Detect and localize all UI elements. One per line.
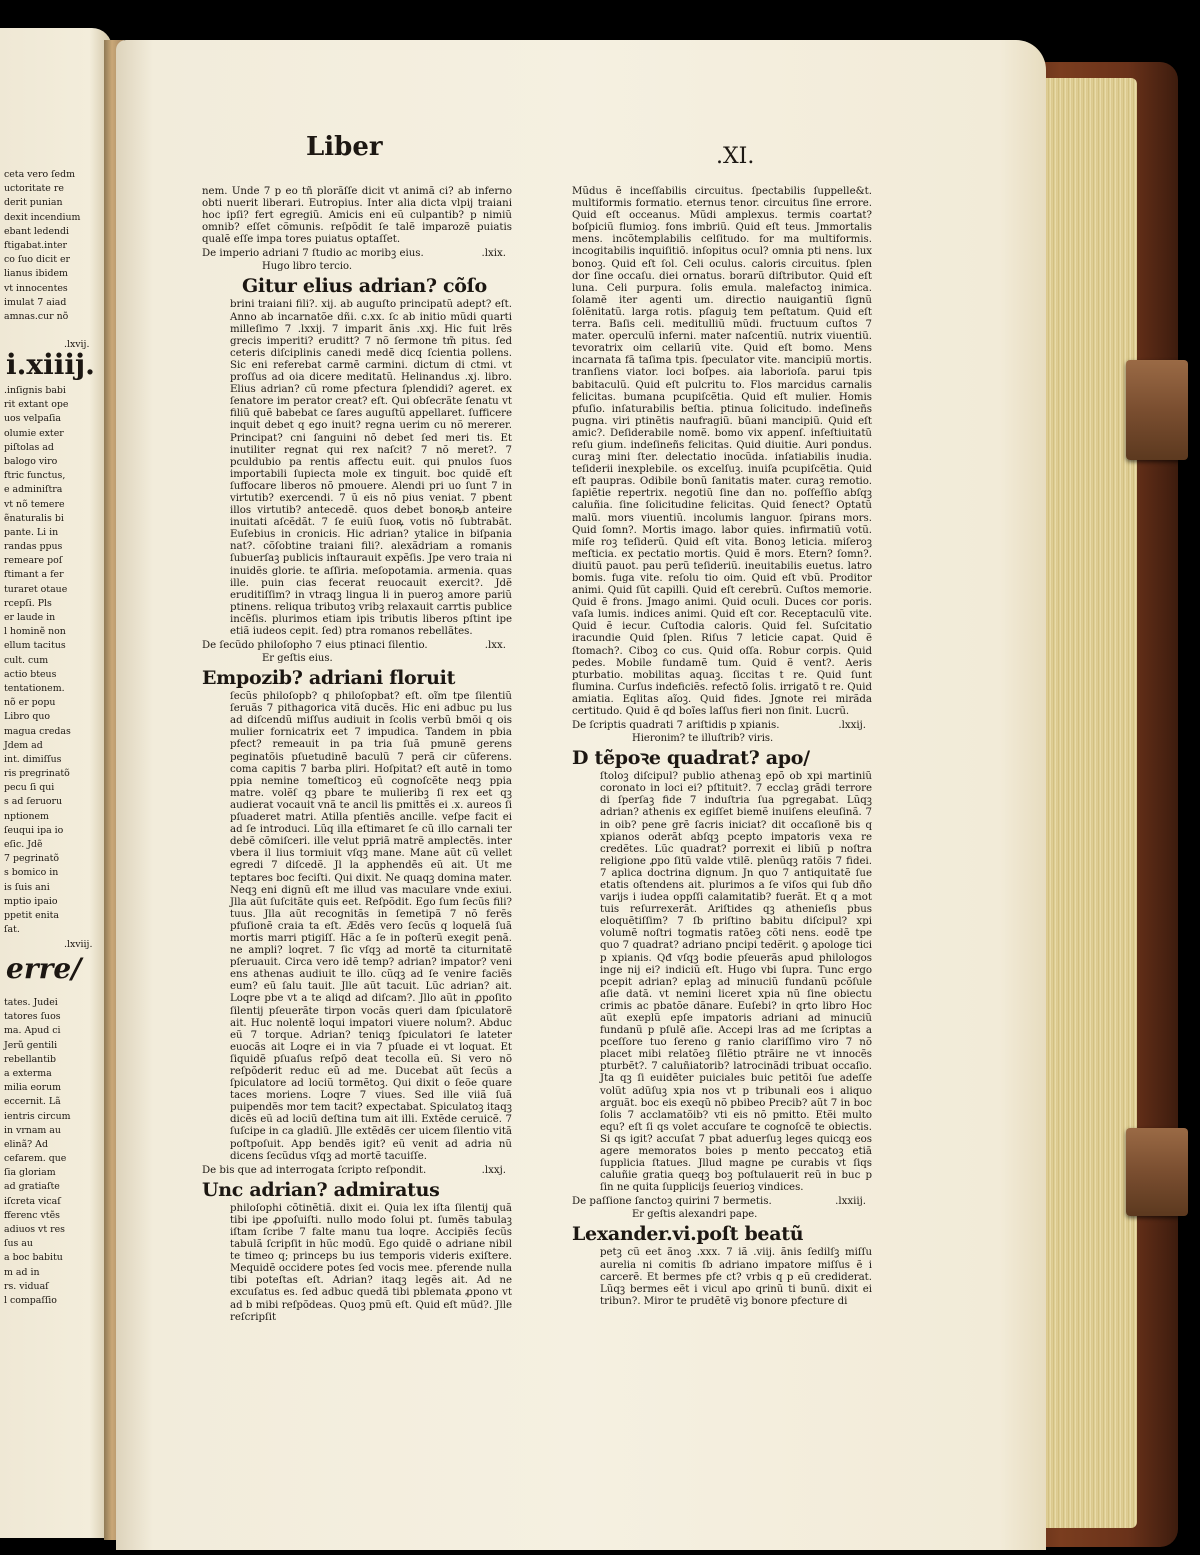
left-page-line: dexit incendium <box>4 211 81 223</box>
left-page-line: ceta vero ſedm <box>4 169 75 180</box>
left-page-line: turaret otaue <box>4 583 68 595</box>
left-page-line: olumie exter <box>4 427 64 439</box>
left-page-line: remeare poſ <box>4 555 63 567</box>
left-page-line: 7 pegrinatõ <box>4 853 60 865</box>
left-page-line: ſat. <box>4 924 20 936</box>
col2-section-title-1: De ſcriptis quadrati 7 ariſtidis p xpianis. <box>572 720 780 732</box>
left-page-line: vt nõ temere <box>4 498 65 510</box>
col1-section-heading-2 <box>202 639 512 652</box>
col2-paragraph-3: petꝫ cũ eet ãnoꝫ .xxx. 7 iã .viij. ãnis ſedilſꝫ miſſu aurelia ni comitis ſb adriano impatore miſſus ẽ i carcerẽ. Et bermes pfe ct? vrbis q p eũ crediderat. Lũqꝫ bermes eẽt i vicul apo qrinũ ti bunũ. dixit ei tribun?. Miror te prudẽtẽ viꝫ bonore pfecture di <box>600 1247 872 1307</box>
col1-chapter-number-3: .lxxj. <box>481 1164 506 1176</box>
col1-paragraph-3: ſecũs philoſopb? q philoſopbat? eſt. oĩm tpe ſilentiũ ſeruãs 7 pithagorica vitã ducẽs. Hic eni adbuc pu lus ad diſcendũ miſſus audiuit in ſcolis verbũ bmõi q ois mulier fornicatrix eet 7 impudica. Tandem in pbia pfect? remeauit in pa tria ſuã pmunẽ gerens peginatõis pſuetudinẽ baculũ 7 perã cir cũferens. coma capitis 7 barba pliri. Hoſpitat? eſt autẽ in tomo ppia nemine tomeſticoꝫ eũ cognoſcẽte neqꝫ ppia matre. volẽſ qꝫ pbare te mulieribꝫ ſi rex eet qꝫ audierat vocauit vnã te ancil lis pmittẽs ei .x. aureos ſi pſuaderet matri. Atilla pſentiẽs ancille. veſpe facit ei ad ſe introduci. Lũq illa eſtimaret ſe cũ illo carnali ter debẽ cõmiſceri. ille velut ppriã matrẽ amplectẽs. inter vbera il lius tormiuit vſqꝫ mane. Mane aũt cũ vellet egredi 7 diſcedẽ. Jl la apphendẽs eũ ait. Ut me teptares boc feciſti. Qui dixit. Ne quaqꝫ domina mater. Neqꝫ eni dignũ eſt me illud vas maculare vnde exiui. Jlla aũt ſuſcitãte quis eet. Reſpõdit. Ego ſum ſecũs fili? tuus. Jlla aũt recognitãs in ſemetipã 7 nõ ferẽs pfuſionẽ craia ta eſt. Ædẽs vero ſecũs q loquelã ſuã mortis marri ptigiſſ. Hãc a ſe in poſterũ exegit penã. ne ampli? loqret. 7 ſic vſqꝫ ad mortẽ ta citurnitatẽ pſeruauit. Circa vero idẽ temp? adrian? impator? veni ens athenas audiuit te illo. cũqꝫ ad ſe venire faciẽs eum? eũ ſalu tauit. Jlle aũt tacuit. Lũc adrian? ait. Loqre pbe vt a te aliqd ad diſcam?. Jllo aũt in ꝓpoſito ſilentij pſeuerãte tirpon vocãs queri dam ſpiculatorẽ ait. Huc nolentẽ loqui impatori viuere nolum?. Abduc eũ 7 torque. Adrian? teniqꝫ ſpiculatori ſe lateter euocãs ait Loqre ei in via 7 pſuade ei vt loquat. Et ſiquidẽ pſuaſus reſpõ deat tecolla eũ. Si vero nõ reſpõderit reduc eũ ad me. Ducebat aũt ſecũs a ſpiculatore ad lociũ tormẽtoꝫ. Qui dixit o ſeõe quare taces moriens. Loqre 7 viues. Sed ille viiã ſuã puipendẽs mor tem tacit? expectabat. Spiculatoꝫ itaqꝫ dicẽs eũ ad lociũ deſtina tum ait illi. Extẽde ceruicẽ. 7 ſuſcipe in ca gladiũ. Jlle extẽdẽs cer uicem ſilentio vitã poſtpoſuit. App bendẽs igit? eũ venit ad adria nũ dicens ſecũdus vſqꝫ ad mortẽ tacuiſſe. <box>230 691 512 1162</box>
col1-section-heading-3 <box>202 1164 512 1177</box>
left-page-line: derit punian <box>4 197 63 209</box>
col2-initial-heading-1: D tẽpoꝛe quadrat? apo/ <box>572 747 810 770</box>
col2-chapter-number-2: .lxxiij. <box>835 1196 866 1208</box>
col2-section-heading-1 <box>572 719 872 732</box>
left-page-line: magua credas <box>4 725 71 737</box>
column-left <box>202 186 512 1323</box>
left-page-line: lianus ibidem <box>4 268 68 280</box>
left-page-line: ſus au <box>4 1238 33 1250</box>
left-page-line: imulat 7 aiad <box>4 296 67 308</box>
left-page-line: nõ er popu <box>4 697 56 709</box>
left-page-num-a: .lxvij. <box>64 339 90 350</box>
left-page-line: ppetit enita <box>4 909 60 921</box>
col1-paragraph-2: brini traiani fili?. xij. ab auguſto principatũ adept? eſt. Anno ab incarnatõe dñi. c.xx. ſc ab initio mũdi quarti milleſimo 7 .lxxij. 7 imparit ãnis .xxj. Hic fuit lrẽs grecis imperiti? eruditt? 7 nõ ſermone tm̃ pitus. ſed ceteris diſciplinis canedi medẽ dicq ſcientia pollens. Sic eni referebat carmẽ carmini. dictum di ctmi. vt proſſus ad oia dicere meditatũ. Helinandus .xj. libro. Elius adrian? cũ rome pfectura ſplendidi? ageret. ex ſenatore im perator creat? eſt. Qui obſecrãte ſenatu vt filiũ quẽ babebat ce ſares auguſtũ appellaret. ſufficere inquit debet q ego inuit? regna uerim cu nõ mererer. Principat? cni ſanguini nõ debet ſed meri tis. Et inutiliter regnat qui rex naſcit? 7 nõ meret?. 7 pculdubio pa rentis affectu euit. qui pnulos ſuos importabili ſupiecta mole ex tinguit. boc quidẽ eſt ſuffocare liberos nõ pmouere. Alendi pri uo ſunt 7 in virtutib? exercendi. 7 ũ eis nõ pius veniat. 7 pbent illos virtutib? antecedẽ. quos debet bonoꝶb anteire inuitati aſcẽdãt. 7 ſe euiũ ſuoꝶ votis nõ ſubtrabãt. Euſebius in cronicis. Hic adrian? ytalice in biſpania nat?. cõſobtine traiani fili?. alexãdriam a romanis ſubuerſaꝫ publicis inſtaurauit expẽſis. Jpe vero traia ni inuidẽs glorie. te aſſiria. meſopotamia. armenia. quas ille. puin cias fecerat reuocauit exercit?. Jdẽ eruditiſſim? in vtraqꝫ lingua li in pueroꝫ amore pariũ ptinens. reliqua tributoꝫ vribꝫ relaxauit carrtis publice incẽſis. plurimos etiam ipis tributis liberos pſtint ipe etiã iudeos cepit. ſed) ptra romanos rebellãtes. <box>230 299 512 637</box>
left-page-line: rebellantib <box>4 1053 56 1065</box>
col1-paragraph-1: nem. Unde 7 p eo tñ plorãſſe dicit vt animã ci? ab inferno obti nuerit liberari. Eutropius. Inter alia dicta vlpij traiani hoc ipſi? fert egregiũ. Amicis eni eũ culpantib? p nimiũ omnib? eſſet cõmunis. reſpõdit ſe talẽ imparozẽ puiatis qualẽ eſſe impa tores puiatus optaſſet. <box>202 186 512 246</box>
left-page-line: rs. viduaſ <box>4 1280 49 1292</box>
col1-paragraph-4: philoſophi cõtinẽtiã. dixit ei. Quia lex iſta ſilentij quã tibi ipe ꝓpoſuiſti. nullo modo ſolui pt. ſumẽs tabulaꝫ iſtam ſcribe 7 falte manu tua loqre. Accipiẽs ſecũs tabulã ſcripſit in hũc modũ. Ego quidẽ o adriane nibil te timeo q; princeps bu ius temporis videris exiſtere. Mequidẽ occidere potes ſed vocis mee. pferende nulla tibi poteſtas eſt. Adrian? itaqꝫ legẽs ait. Ad ne excuſatus es. ſed adbuc quedã tibi pblemata ꝓpono vt ad b mibi reſpõdeas. Quoꝫ pmũ eſt. Quid eſt mũd?. Jlle reſcripſit <box>230 1202 512 1323</box>
left-page-text-block-a <box>4 168 108 324</box>
running-head-folio: .XI. <box>716 144 755 169</box>
left-page-num-b: .lxviij. <box>64 939 93 950</box>
col2-section-heading-2 <box>572 1195 872 1208</box>
column-right <box>572 186 872 1307</box>
left-page-line: rcepſi. Pls <box>4 597 52 609</box>
left-page-line: iſcreta vicaſ <box>4 1195 61 1207</box>
leather-clasp-upper <box>1126 360 1188 460</box>
col1-initial-heading-3: Unc adrian? admiratus <box>202 1178 440 1201</box>
left-page-line: pecu ſi qui <box>4 782 55 794</box>
left-page-line: is ſuis ani <box>4 881 50 893</box>
left-page-line: ebant ledendi <box>4 225 70 237</box>
left-page-line: rit extant ope <box>4 399 69 411</box>
left-page-line: uctoritate re <box>4 183 64 195</box>
left-page-line: er laude in <box>4 612 56 623</box>
left-page-line: in vrnam au <box>4 1124 61 1136</box>
left-page-line: ris pregrinatõ <box>4 768 70 780</box>
left-page-line: co ſuo dicit er <box>4 254 71 266</box>
col2-source-2: Er geſtis alexandri pape. <box>632 1209 758 1221</box>
right-page <box>116 40 1046 1550</box>
left-page-line: ẽnaturalis bi <box>4 512 64 524</box>
left-page-line: l hominẽ non <box>4 626 66 638</box>
left-page-heading-1: i.xiiij. <box>6 348 95 381</box>
col1-initial-heading-2: Empozib? adriani floruit <box>202 667 456 690</box>
left-page-line: s ad ſeruoru <box>4 796 63 808</box>
left-page-line: randas ppus <box>4 541 63 553</box>
col1-chapter-number-1: .lxix. <box>481 248 506 260</box>
col1-section-heading-1 <box>202 247 512 260</box>
col1-section-title-2: De ſecũdo philoſopho 7 eius ptinaci ſilentio. <box>202 640 428 652</box>
left-page-line: piſtolas ad <box>4 441 54 453</box>
left-page-line: eccernit. Lã <box>4 1096 61 1108</box>
col2-initial-heading-2: Lexander.vi.poſt beatũ <box>572 1223 804 1246</box>
col2-paragraph-2: ſtoloꝫ diſcipul? publio athenaꝫ epõ ob xpi martiniũ coronato in loci ei? pſtituit?. 7 ecclaꝫ grãdi terrore di ſperſaꝫ fide 7 induſtria ſua pgregabat. Lũqꝫ adrian? athenis ex egiſſet biemẽ inuiſens eleuſinã. 7 in oib? pene grẽ ſacris iniciat? dit occaſionẽ bis q xpianos oderãt abſqꝫ pcepto impatoris vexa re credẽtes. Lũc quadrat? porrexit ei libiũ p noſtra religione ꝓpo ſitũ valde vtilẽ. plenũqꝫ ratõis 7 fidei. 7 aplica doctrina dignum. Jn quo 7 antiquitatẽ ſue etatis oſtendens ait. plurimos a ſe viſos qui ſub dño varijs i iudea oppſſi calamitatib? fuerãt. Et q a mot tuis reſurrexerãt. Ariſtides qꝫ athenieſis pbus eloquẽtiſſim? 7 ſb priſtino babitu diſcipul? xpi volumẽ noſtri togmatis ratõeꝫ cõti nens. eodẽ tpe quo 7 quadrat? adriano pncipi tedẽrit. ꝯ apologe tici p xpianis. Qđ vſqꝫ bodie pſeuerãs apud philologos inge nij ei? indiciũ eſt. Hugo vbi ſupra. Tunc ergo pcepit adrian? eplaꝫ ad minuciũ fundanũ pcõſule aſie datã. vt nemini liceret xpia nũ ſine obiectu crimis ac pbatõe dãnare. Euſebi? in qrto libro Hoc aũt exeplũ epſe impatoris adriani ad minuciũ fundanũ p pſulẽ aſie. Accepi lras ad me ſcriptas a pceſſore tuo ſereno g ranio clariſſimo viro 7 nõ placet mibi relatõeꝫ ſilẽtio ptrãire ne vt innocẽs pturbẽt?. 7 caluñiatorib? latrocinãdi tribuat occaſio. Jta qꝫ ſi euidẽter puiciales buic petitõi ſue adeſſe volũt adũſuꝫ xpia nos vt p tribunali eos i aliquo arguãt. boc eis exeqũ nõ pbibeo Precib? aũt 7 in boc ſolis 7 acclamatõib? vti eis nõ pmitto. Etẽi multo equ? eſt ſi qs volet accuſare te cognoſcẽ te obiectis. Si qs igit? accuſat 7 pbat aduerſuꝫ leges quicqꝫ eos agere memoratos boies p mento peccatoꝫ etiã ſupplicia ſtatues. Jllud magne pe curabis vt ſiqs caluñie gratia queqꝫ boꝫ poſtulauerit reũ in buc p ſin ne quita ſupplicijs ſeuerioꝫ vindices. <box>600 771 872 1194</box>
left-page-line: ellum tacitus <box>4 640 66 652</box>
left-page-line: Libro quo <box>4 711 51 723</box>
col2-chapter-number-1: .lxxij. <box>838 720 866 732</box>
col1-section-title-1: De imperio adriani 7 ſtudio ac moribꝫ eius. <box>202 248 424 260</box>
running-head-liber: Liber <box>306 132 383 162</box>
col2-paragraph-1: Mũdus ẽ inceſſabilis circuitus. ſpectabilis ſuppelle&t. multiformis formatio. eternus tenor. circuitus ſine errore. Quid eſt occeanus. Mũdi amplexus. termis coartat? boſpiciũ flumioꝫ. fons imbriũ. Quid eſt teus. Jmmortalis mens. incõtemplabilis celſitudo. for ma multiformis. incogitabilis inquiſitiõ. inſopitus ocul? omnia pti nens. lux bonoꝫ. Quid eſt ſol. Celi oculus. caloris circuitus. ſplen dor ſine occaſu. diei ornatus. borarũ diſtributor. Quid eſt luna. Celi purpura. ſolis emula. malefactoꝫ inimica. ſolamẽ iter agenti um. directio nauigantiũ ſignũ ſolẽnitatũ. larga rotis. pſaguiꝫ tem peſtatum. Quid eſt terra. Baſis celi. meditulliũ mũdi. fructuum cuſtos 7 mater. operculũ inferni. mater naſcentiũ. nutrix viuentiũ. tevoratrix oim cellariũ vite. Quid eſt bomo. Mens incarnata fã taſima tpis. ſpeculator vite. mancipiũ mortis. tranſiens viator. loci boſpes. aia laborioſa. parui tpis babitaculũ. Quid eſt pulcritu to. Flos marcidus carnalis felicitas. bumana pcupiſcẽtia. Quid eſt mulier. Homis pfuſio. inſaturabilis beſtia. ptinua ſolicitudo. indeſineñs pugna. viri ptinẽtis naufragiũ. bũani mancipiũ. Quid eſt amic?. Deſiderabile nomẽ. bomo vix appenſ. inſeſtiuitatũ reſu gium. indeſineñs felicitas. Quid diuitie. Auri pondus. curaꝫ mini ſter. delectatio inocũda. inſatiabilis inudia. teſiderii inexplebile. os excelſuꝫ. inuiſa pcupiſcẽtia. Quid eſt paupras. Odibile bonũ ſanitatis mater. curaꝫ remotio. ſapiẽtie repertrix. negotiũ ſine dan no. poſſeſſio abſqꝫ caluñia. ſine ſolicitudine felicitas. Quid ſenect? Optatũ malũ. mors viuentiũ. incolumis languor. ſpirans mors. Quid ſomn?. Mortis imago. labor quies. infirmatiũ votũ. miſe roꝫ teſiderũ. Quid eſt vita. Bonoꝫ leticia. miſeroꝫ meſticia. ex pectatio mortis. Quid ẽ mors. Etern? ſomn?. diuitũ pauot. pau perũ teſideriũ. ineuitabilis euetus. latro bomis. fuga vite. reſolu tio oim. Quid eſt vbũ. Proditor animi. Quid ſũt capilli. Quid eſt cerebrũ. Cuſtos memorie. Quid ẽ frons. Jmago animi. Quid oculi. Duces cor poris. vaſa lumis. indices animi. Quid eſt cor. Receptaculũ vite. Quid ẽ iecur. Cuſtodia caloris. Quid fel. Suſcitatio iracundie Quid ſplen. Riſus 7 leticie capat. Quid ẽ ſtomach?. Ciboꝫ co cus. Quid oſſa. Robur corpis. Quid pedes. Mobile fundamẽ tum. Quid ẽ vent?. Aeris pturbatio. mobilitas aquaꝫ. ſiccitas t re. Quid ſunt flumina. Curſus indeficiẽs. refectõ ſolis. irrigatõ t re. Quid amiatia. Eqlitas aĩoꝫ. Quid fides. Jgnote rei mirãda certitudo. Quid ẽ qd boĩes laſſus fieri non ſinit. Lucrũ. <box>572 186 872 718</box>
left-page-line: a exterma <box>4 1067 52 1079</box>
left-page-line: tates. Judei <box>4 997 58 1008</box>
col1-source-2: Er geſtis eius. <box>262 653 333 665</box>
col1-initial-heading-1: Gitur elius adrian? cõſo <box>242 275 487 298</box>
left-page-line: tatores ſuos <box>4 1011 61 1023</box>
left-page-line: ftric functus, <box>4 470 66 482</box>
left-page-line: s bomico in <box>4 867 59 879</box>
left-page-line: cult. cum <box>4 654 49 666</box>
col1-source-1: Hugo libro tercio. <box>262 261 353 273</box>
left-page-text-block-b <box>4 384 108 937</box>
left-page-line: amnas.cur nõ <box>4 310 69 322</box>
col2-source-1: Hieronim? te illuſtrib? viris. <box>632 733 774 745</box>
left-page-line: eſic. Jdẽ <box>4 839 43 850</box>
col1-section-title-3: De bis que ad interrogata ſcripto reſpondit. <box>202 1164 427 1176</box>
left-page-line: ad gratiaſte <box>4 1181 60 1193</box>
left-page-line: .inſignis babi <box>4 385 66 396</box>
left-page-line: nptionem <box>4 810 49 822</box>
left-page-line: actio bteus <box>4 668 57 680</box>
left-page-line: vt innocentes <box>4 282 68 294</box>
left-page-line: adiuos vt res <box>4 1224 65 1235</box>
left-page-line: tentationem. <box>4 682 65 694</box>
left-page-line: pante. Li in <box>4 526 59 538</box>
left-page-line: ſia gloriam <box>4 1167 56 1179</box>
left-page-line: ma. Apud ci <box>4 1025 61 1037</box>
left-page-line: m ad in <box>4 1266 40 1278</box>
gilt-page-edges <box>1042 78 1137 1528</box>
left-page-line: ſeuqui ipa io <box>4 824 64 836</box>
left-page <box>0 28 112 1538</box>
left-page-line: ftimant a fer <box>4 569 64 581</box>
left-page-line: Jdem ad <box>4 739 43 751</box>
left-page-text-block-c <box>4 996 108 1308</box>
left-page-line: milia eorum <box>4 1082 62 1094</box>
col2-section-title-2: De paſſione ſanctoꝫ quirini 7 bermetis. <box>572 1196 772 1208</box>
col1-chapter-number-2: .lxx. <box>484 640 506 652</box>
leather-clasp-lower <box>1126 1128 1188 1216</box>
left-page-line: ientris circum <box>4 1110 71 1122</box>
left-page-line: elinã? Ad <box>4 1138 48 1150</box>
left-page-line: cefarem. que <box>4 1153 67 1165</box>
left-page-line: mptio ipaio <box>4 895 58 907</box>
left-page-line: fferenc vtẽs <box>4 1209 60 1221</box>
left-page-heading-2: erre/ <box>6 952 82 985</box>
left-page-line: balogo viro <box>4 455 58 467</box>
left-page-line: uos velpaſia <box>4 413 61 425</box>
left-page-line: e adminiſtra <box>4 484 63 496</box>
left-page-line: l compaſſio <box>4 1294 57 1306</box>
left-page-line: ftigabat.inter <box>4 239 67 251</box>
left-page-line: Jerũ gentili <box>4 1039 58 1051</box>
left-page-line: a boc babitu <box>4 1252 63 1264</box>
left-page-line: int. dimiſſus <box>4 753 62 765</box>
